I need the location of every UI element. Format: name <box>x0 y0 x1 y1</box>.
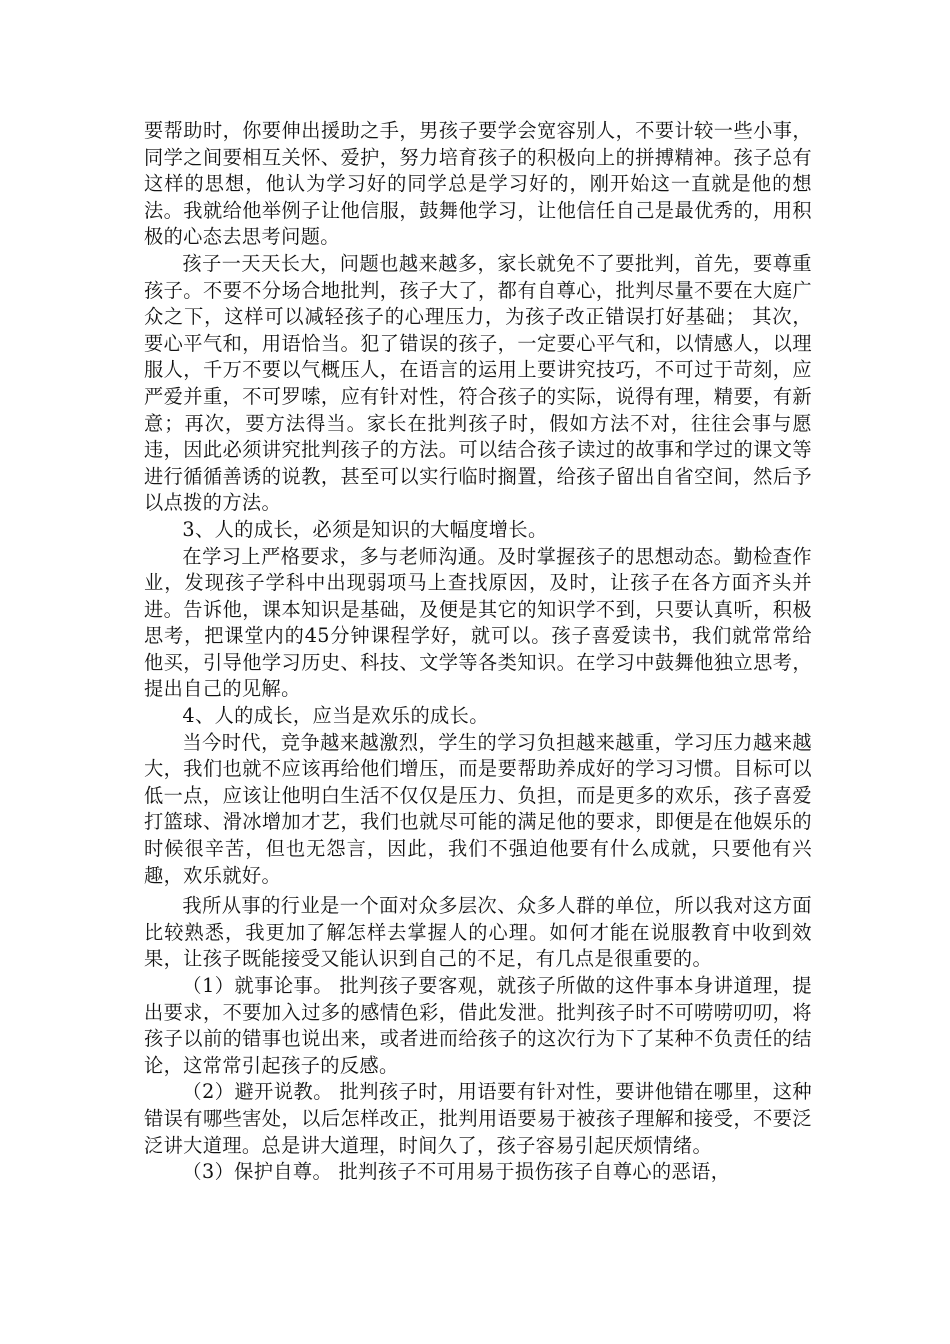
list-item-point-1: （1）就事论事。 批判孩子要客观，就孩子所做的这件事本身讲道理，提出要求，不要加入过多的感情色彩，借此发泄。批判孩子时不可唠唠叨叨，将孩子以前的错事也说出来，或者进而给孩子的这次行为下了某种不负责任的结论，这常常引起孩子的反感。 <box>144 974 812 1077</box>
list-item-point-2: （2）避开说教。 批判孩子时，用语要有针对性，要讲他错在哪里，这种错误有哪些害处，以后怎样改正，批判用语要易于被孩子理解和接受，不要泛泛讲大道理。总是讲大道理，时间久了，孩子容易引起厌烦情绪。 <box>144 1080 812 1157</box>
paragraph-criticism-methods: 孩子一天天长大，问题也越来越多，家长就免不了要批判，首先，要尊重孩子。不要不分场合地批判，孩子大了，都有自尊心，批判尽量不要在大庭广众之下，这样可以减轻孩子的心理压力，为孩子改正错误打好基础； 其次，要心平气和，用语恰当。犯了错误的孩子，一定要心平气和，以情感人，以理服人，千万不要以气概压人，在语言的运用上要讲究技巧，不可过于苛刻，应严爱并重，不可罗嗦，应有针对性，符合孩子的实际，说得有理，精要，有新意；再次，要方法得当。家长在批判孩子时，假如方法不对，往往会事与愿违，因此必须讲究批判孩子的方法。可以结合孩子读过的故事和学过的课文等进行循循善诱的说教，甚至可以实行临时搁置，给孩子留出自省空间，然后予以点拨的方法。 <box>144 251 812 515</box>
paragraph-competition-pressure: 当今时代，竞争越来越激烈，学生的学习负担越来越重，学习压力越来越大，我们也就不应该再给他们增压，而是要帮助养成好的学习习惯。目标可以低一点，应该让他明白生活不仅仅是压力、负担，而是更多的欢乐，孩子喜爱打篮球、滑冰增加才艺，我们也就尽可能的满足他的要求，即便是在他娱乐的时候很辛苦，但也无怨言，因此，我们不强迫他要有什么成就，只要他有兴趣，欢乐就好。 <box>144 730 812 887</box>
list-item-point-3: （3）保护自尊。 批判孩子不可用易于损伤孩子自尊心的恶语， <box>182 1160 731 1184</box>
section-heading-knowledge-growth: 3、人的成长，必须是知识的大幅度增长。 <box>182 517 548 541</box>
paragraph-study-requirements: 在学习上严格要求，多与老师沟通。及时掌握孩子的思想动态。勤检查作业，发现孩子学科中出现弱项马上查找原因，及时，让孩子在各方面齐头并进。告诉他，课本知识是基础，及便是其它的知识学不到，只要认真听，积极思考，把课堂内的45分钟课程学好，就可以。孩子喜爱读书，我们就常常给他买，引导他学习历史、科技、文学等各类知识。在学习中鼓舞他独立思考，提出自己的见解。 <box>144 544 812 701</box>
document-body <box>144 118 812 1186</box>
paragraph-continuation: 要帮助时，你要伸出援助之手，男孩子要学会宽容别人，不要计较一些小事，同学之间要相互关怀、爱护，努力培育孩子的积极向上的拼搏精神。孩子总有这样的思想，他认为学习好的同学总是学习好的，刚开始这一直就是他的想法。我就给他举例子让他信服，鼓舞他学习，让他信任自己是最优秀的，用积极的心态去思考问题。 <box>144 119 812 249</box>
paragraph-profession: 我所从事的行业是一个面对众多层次、众多人群的单位，所以我对这方面比较熟悉，我更加了解怎样去掌握人的心理。如何才能在说服教育中收到效果，让孩子既能接受又能认识到自己的不足，有几点是很重要的。 <box>144 894 812 971</box>
section-heading-happy-growth: 4、人的成长，应当是欢乐的成长。 <box>182 704 489 728</box>
